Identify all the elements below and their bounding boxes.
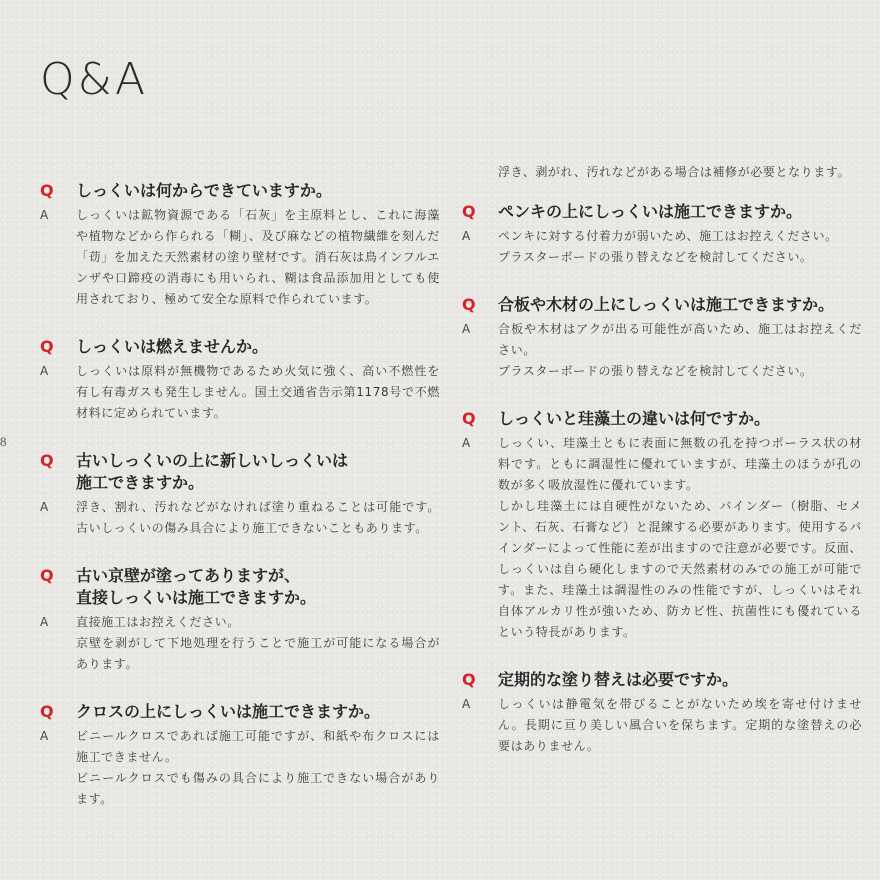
page-number: 8 <box>0 434 7 449</box>
question-line: 定期的な塗り替えは必要ですか。 <box>498 670 739 689</box>
answer-text <box>76 726 440 810</box>
answer-row <box>40 205 440 310</box>
answer-marker: A <box>40 500 49 514</box>
answer-paragraph: しっくいは鉱物資源である「石灰」を主原料とし、これに海藻や植物などから作られる「糊」、及び麻などの植物繊維を刻んだ「苆」を加えた天然素材の塗り壁材です。消石灰は鳥インフルエンザや口蹄疫の消毒にも用いられ、糊は食品添加用としても使用されており、極めて安全な原料で作られています。 <box>76 208 440 306</box>
question-text <box>498 201 862 223</box>
answer-marker: A <box>462 229 471 243</box>
question-text <box>76 180 440 202</box>
question-line: 古い京壁が塗ってありますが、 <box>76 566 301 585</box>
question-line: クロスの上にしっくいは施工できますか。 <box>76 702 381 721</box>
question-line: 合板や木材の上にしっくいは施工できますか。 <box>498 295 835 314</box>
answer-paragraph: 直接施工はお控えください。 <box>76 615 240 629</box>
answer-text <box>498 694 862 757</box>
question-marker: Q <box>462 202 476 221</box>
answer-paragraph: しっくいは原料が無機物であるため火気に強く、高い不燃性を有し有毒ガスも発生しません。国土交通省告示第1178号で不燃材料に定められています。 <box>76 364 440 420</box>
answer-paragraph: ビニールクロスでも傷みの具合により施工できない場合があります。 <box>76 771 440 806</box>
answer-marker: A <box>462 697 471 711</box>
answer-paragraph: 浮き、割れ、汚れなどがなければ塗り重ねることは可能です。古いしっくいの傷み具合により施工できないこともあります。 <box>76 500 440 535</box>
question-text <box>498 294 862 316</box>
question-marker: Q <box>462 409 476 428</box>
question-marker: Q <box>40 451 54 470</box>
answer-row <box>462 319 862 382</box>
question-row <box>40 336 440 358</box>
answer-marker: A <box>40 208 49 222</box>
qa-item <box>462 201 862 268</box>
answer-paragraph: 京壁を剥がして下地処理を行うことで施工が可能になる場合があります。 <box>76 636 440 671</box>
question-line: 直接しっくいは施工できますか。 <box>76 588 317 607</box>
answer-paragraph: ビニールクロスであれば施工可能ですが、和紙や布クロスには施工できません。 <box>76 729 440 764</box>
answer-paragraph: しっくい、珪藻土ともに表面に無数の孔を持つポーラス状の材料です。ともに調湿性に優れていますが、珪藻土のほうが孔の数が多く吸放湿性に優れています。 <box>498 436 862 492</box>
answer-row <box>40 361 440 424</box>
question-text <box>76 565 440 609</box>
right-column <box>462 162 862 783</box>
question-row <box>462 294 862 316</box>
qa-item <box>40 180 440 310</box>
question-marker: Q <box>40 702 54 721</box>
answer-paragraph: しっくいは静電気を帯びることがないため埃を寄せ付けません。長期に亘り美しい風合いを保ちます。定期的な塗替えの必要はありません。 <box>498 697 862 753</box>
answer-marker: A <box>40 615 49 629</box>
continued-answer: 浮き、剥がれ、汚れなどがある場合は補修が必要となります。 <box>498 165 851 179</box>
qa-item <box>462 294 862 382</box>
answer-paragraph: プラスターボードの張り替えなどを検討してください。 <box>498 250 813 264</box>
question-line: ペンキの上にしっくいは施工できますか。 <box>498 202 803 221</box>
question-row <box>40 565 440 609</box>
answer-text <box>76 497 440 539</box>
answer-text <box>498 433 862 643</box>
question-marker: Q <box>462 670 476 689</box>
question-line: 古いしっくいの上に新しいしっくいは <box>76 451 349 470</box>
question-line: 施工できますか。 <box>76 473 205 492</box>
question-row <box>462 201 862 223</box>
question-row <box>40 701 440 723</box>
question-text <box>76 450 440 494</box>
answer-paragraph: しかし珪藻土には自硬性がないため、バインダー（樹脂、セメント、石灰、石膏など）と混練する必要があります。使用するバインダーによって性能に差が出ますので注意が必要です。反面、しっくいは自ら硬化しますので天然素材のみでの施工が可能です。また、珪藻土は調湿性のみの性能ですが、しっくいはそれ自体アルカリ性が強いため、防カビ性、抗菌性にも優れているという特長があります。 <box>498 499 862 639</box>
answer-paragraph: ペンキに対する付着力が弱いため、施工はお控えください。 <box>498 229 838 243</box>
question-marker: Q <box>462 295 476 314</box>
question-row <box>40 450 440 494</box>
question-line: しっくいは何からできていますか。 <box>76 181 332 200</box>
question-row <box>462 408 862 430</box>
question-text <box>498 408 862 430</box>
question-marker: Q <box>40 566 54 585</box>
answer-paragraph: 合板や木材はアクが出る可能性が高いため、施工はお控えください。 <box>498 322 862 357</box>
page-title: Q&A <box>40 54 149 105</box>
answer-marker: A <box>40 364 49 378</box>
answer-paragraph: プラスターボードの張り替えなどを検討してください。 <box>498 364 813 378</box>
question-line: しっくいと珪藻土の違いは何ですか。 <box>498 409 771 428</box>
left-column <box>40 180 440 836</box>
question-marker: Q <box>40 337 54 356</box>
answer-text <box>76 612 440 675</box>
answer-text <box>76 361 440 424</box>
answer-row <box>40 726 440 810</box>
answer-row <box>462 433 862 643</box>
answer-text <box>498 319 862 382</box>
question-line: しっくいは燃えませんか。 <box>76 337 269 356</box>
qa-item <box>40 701 440 810</box>
qa-item <box>40 336 440 424</box>
answer-marker: A <box>40 729 49 743</box>
qa-item <box>40 450 440 539</box>
question-text <box>498 669 862 691</box>
question-row <box>40 180 440 202</box>
answer-row <box>462 694 862 757</box>
answer-row <box>40 612 440 675</box>
qa-item <box>40 565 440 675</box>
qa-item <box>462 669 862 757</box>
question-marker: Q <box>40 181 54 200</box>
question-text <box>76 701 440 723</box>
answer-marker: A <box>462 322 471 336</box>
qa-item <box>462 408 862 643</box>
question-text <box>76 336 440 358</box>
answer-row <box>40 497 440 539</box>
answer-text <box>498 226 862 268</box>
answer-row <box>462 226 862 268</box>
question-row <box>462 669 862 691</box>
answer-marker: A <box>462 436 471 450</box>
answer-text <box>76 205 440 310</box>
